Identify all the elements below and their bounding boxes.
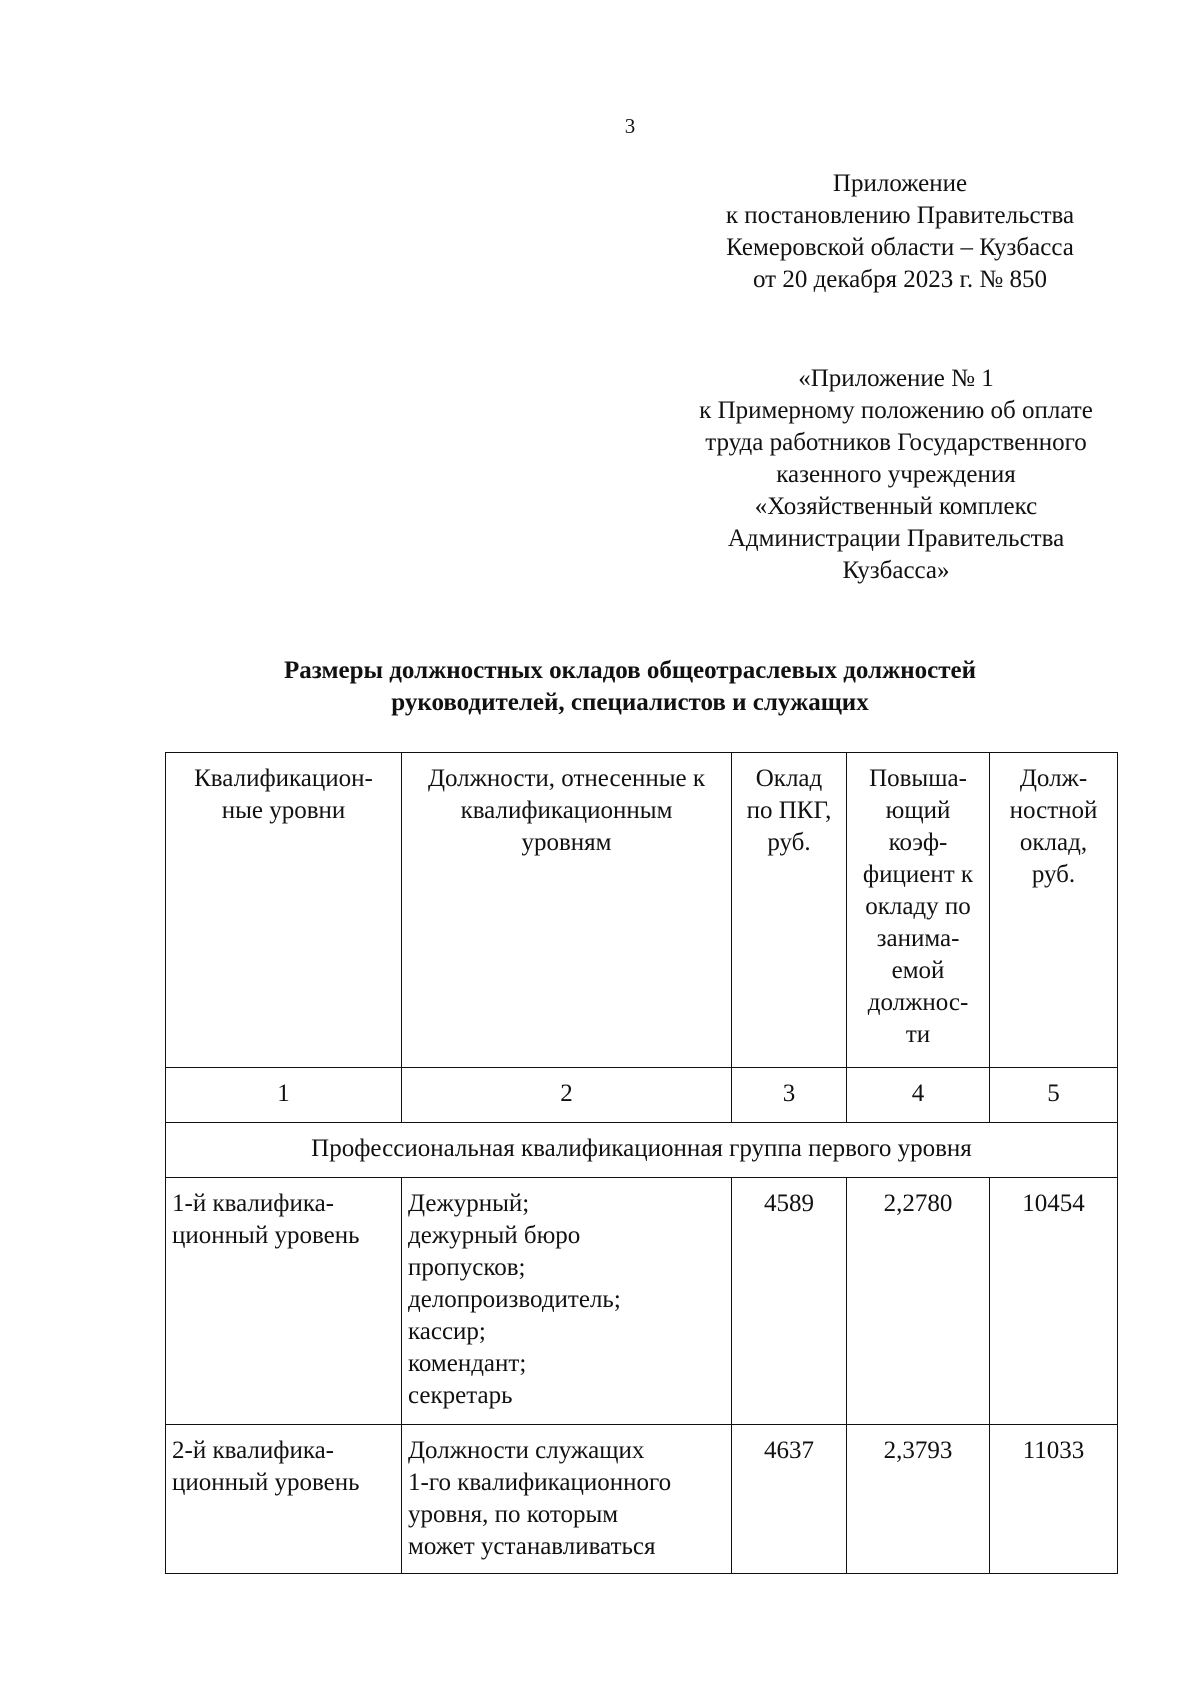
header-salary-pkg: Оклад по ПКГ, руб.	[732, 753, 847, 1068]
column-number: 5	[990, 1068, 1118, 1123]
document-title	[0, 655, 1200, 719]
column-number: 3	[732, 1068, 847, 1123]
annex-header-line: «Приложение № 1	[798, 365, 994, 392]
cell-official-salary: 11033	[990, 1425, 1118, 1574]
appendix-header-line: от 20 декабря 2023 г. № 850	[752, 266, 1048, 293]
annex-header-line: Администрации Правительства	[727, 525, 1065, 552]
column-number: 2	[402, 1068, 732, 1123]
header-official-salary: Долж- ностной оклад, руб.	[990, 753, 1118, 1068]
header-positions: Должности, отнесенные к квалификационным уровням	[402, 753, 732, 1068]
cell-positions: Дежурный; дежурный бюро пропусков; делопроизводитель; кассир; комендант; секретарь	[402, 1178, 732, 1425]
annex-header-line: труда работников Государственного	[705, 429, 1087, 456]
cell-salary-pkg: 4589	[732, 1178, 847, 1425]
appendix-header	[600, 168, 1200, 296]
appendix-header-line: Кемеровской области – Кузбасса	[726, 234, 1074, 261]
cell-coefficient: 2,3793	[847, 1425, 990, 1574]
appendix-header-line: к постановлению Правительства	[725, 202, 1075, 229]
annex-header-line: «Хозяйственный комплекс	[754, 493, 1038, 520]
salary-table	[165, 752, 1118, 1574]
table-row	[166, 1178, 1118, 1425]
group-title: Профессиональная квалификационная группа первого уровня	[166, 1123, 1118, 1178]
annex-header	[663, 363, 1129, 587]
annex-header-line: Кузбасса»	[842, 557, 950, 584]
page-number: 3	[624, 114, 636, 138]
appendix-header-line: Приложение	[832, 170, 968, 197]
table-header-row	[166, 753, 1118, 1068]
header-coefficient: Повыша- ющий коэф- фициент к окладу по занима- емой должнос- ти	[847, 753, 990, 1068]
group-title-row	[166, 1123, 1118, 1178]
column-number: 1	[166, 1068, 402, 1123]
annex-header-line: к Примерному положению об оплате	[699, 397, 1093, 424]
cell-salary-pkg: 4637	[732, 1425, 847, 1574]
annex-header-line: казенного учреждения	[776, 461, 1016, 488]
document-title-line: Размеры должностных окладов общеотраслевых должностей	[284, 657, 976, 684]
cell-level: 2-й квалифика- ционный уровень	[166, 1425, 402, 1574]
document-title-line: руководителей, специалистов и служащих	[391, 689, 869, 716]
cell-coefficient: 2,2780	[847, 1178, 990, 1425]
cell-level: 1-й квалифика- ционный уровень	[166, 1178, 402, 1425]
column-number-row	[166, 1068, 1118, 1123]
header-qualification-levels: Квалификацион- ные уровни	[166, 753, 402, 1068]
cell-positions: Должности служащих 1-го квалификационного уровня, по которым может устанавливаться	[402, 1425, 732, 1574]
column-number: 4	[847, 1068, 990, 1123]
table-row	[166, 1425, 1118, 1574]
cell-official-salary: 10454	[990, 1178, 1118, 1425]
